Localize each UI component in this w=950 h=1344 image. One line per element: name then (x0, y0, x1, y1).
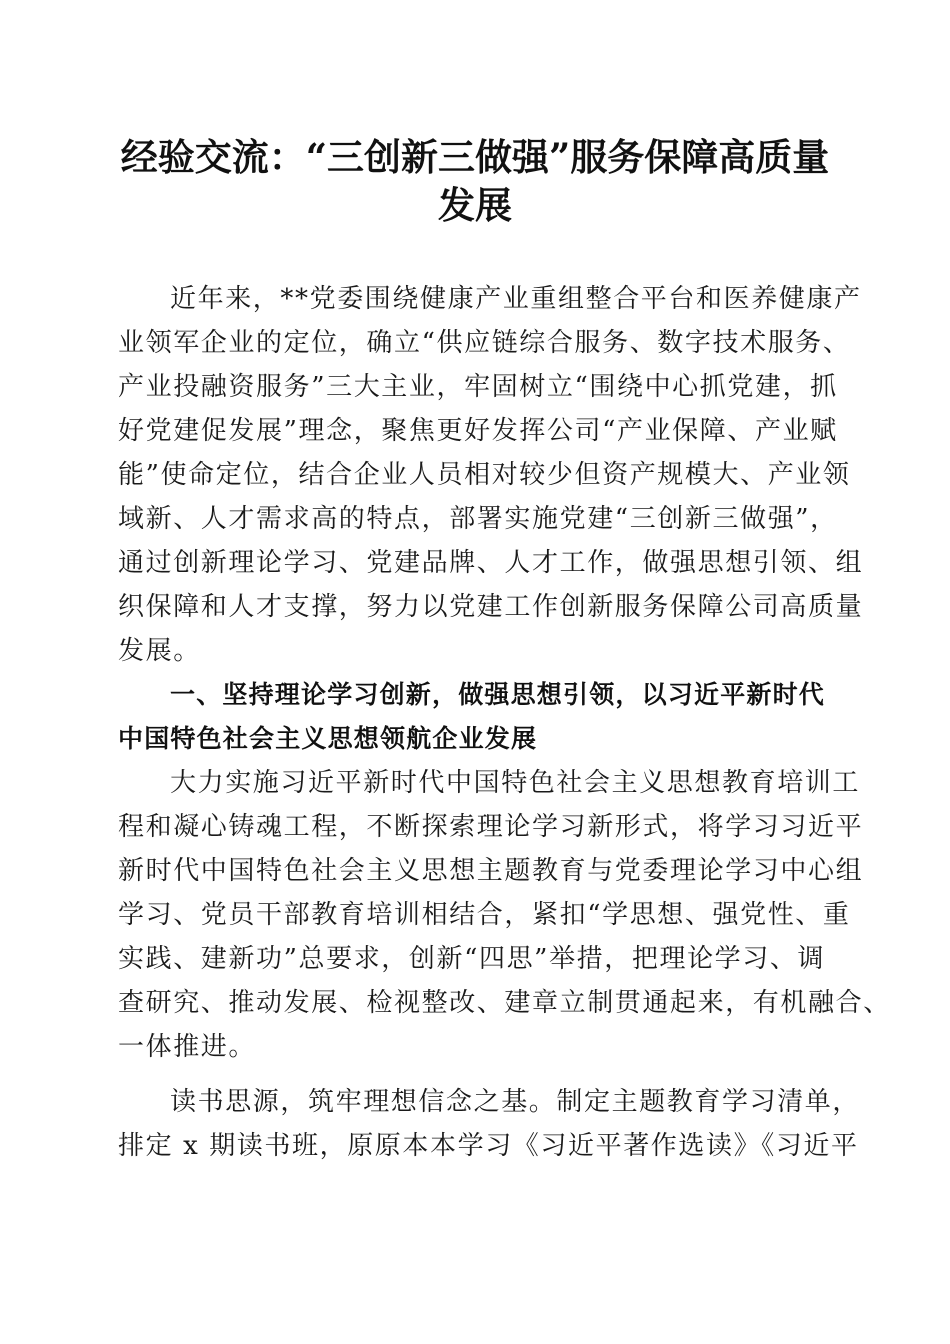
paragraph-2-line: 程和凝心铸魂工程，不断探索理论学习新形式，将学习习近平 (118, 812, 864, 842)
paragraph-2-line: 新时代中国特色社会主义思想主题教育与党委理论学习中心组 (118, 856, 864, 886)
paragraph-2-line: 大力实施习近平新时代中国特色社会主义思想教育培训工 (170, 768, 861, 798)
paragraph-1-line: 发展。 (118, 636, 201, 666)
paragraph-1-line: 织保障和人才支撑，努力以党建工作创新服务保障公司高质量 (118, 592, 864, 622)
paragraph-2-line: 查研究、推动发展、检视整改、建章立制贯通起来，有机融合、 (118, 988, 891, 1018)
paragraph-1-line: 域新、人才需求高的特点，部署实施党建“三创新三做强”， (118, 504, 838, 534)
paragraph-3-line: 排定 x 期读书班，原原本本学习《习近平著作选读》《习近平 (118, 1131, 859, 1161)
document-title-line-2: 发展 (438, 183, 512, 227)
section-heading-line: 一、坚持理论学习创新，做强思想引领，以习近平新时代 (170, 680, 826, 709)
paragraph-1-line: 业领军企业的定位，确立“供应链综合服务、数字技术服务、 (118, 328, 851, 358)
section-heading-line: 中国特色社会主义思想领航企业发展 (118, 724, 538, 753)
paragraph-3-line: 读书思源，筑牢理想信念之基。制定主题教育学习清单， (170, 1087, 861, 1117)
paragraph-2-line: 实践、建新功”总要求，创新“四思”举措，把理论学习、调 (118, 944, 826, 974)
paragraph-2-line: 学习、党员干部教育培训相结合，紧扣“学思想、强党性、重 (118, 900, 851, 930)
paragraph-1-line: 近年来，**党委围绕健康产业重组整合平台和医养健康产 (170, 284, 862, 314)
paragraph-1-line: 产业投融资服务”三大主业，牢固树立“围绕中心抓党建，抓 (118, 372, 838, 402)
document-title-line-1: 经验交流：“三创新三做强”服务保障高质量 (120, 135, 830, 179)
paragraph-1-line: 能”使命定位，结合企业人员相对较少但资产规模大、产业领 (118, 460, 851, 490)
paragraph-1-line: 好党建促发展”理念，聚焦更好发挥公司“产业保障、产业赋 (118, 416, 838, 446)
paragraph-2-line: 一体推进。 (118, 1032, 257, 1062)
paragraph-1-line: 通过创新理论学习、党建品牌、人才工作，做强思想引领、组 (118, 548, 864, 578)
